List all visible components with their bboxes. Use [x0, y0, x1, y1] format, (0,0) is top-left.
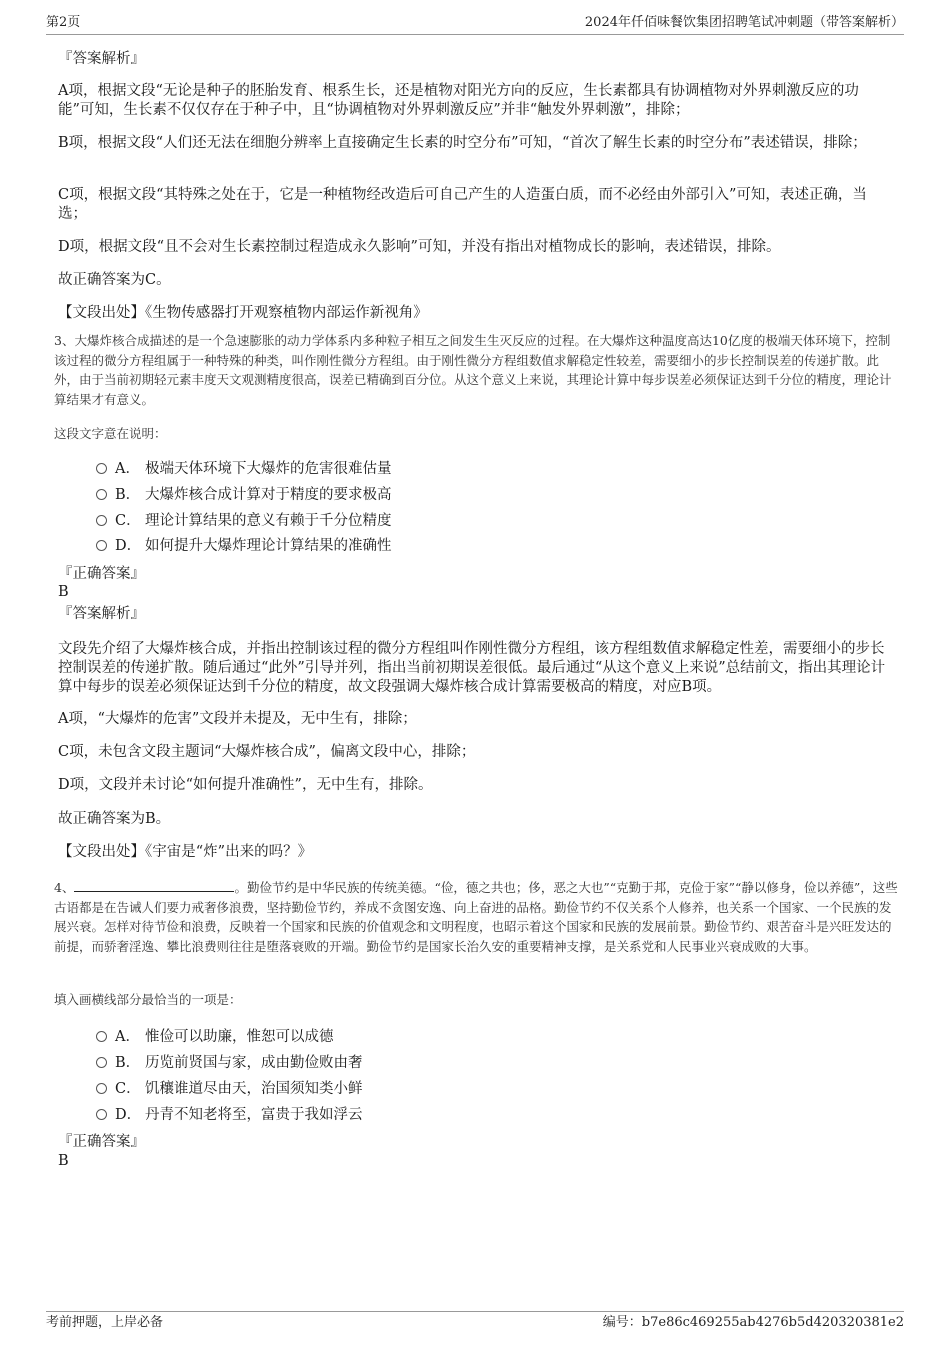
q3-answer-label: 『正确答案』	[58, 566, 145, 582]
q3-prompt: 这段文字意在说明：	[54, 426, 167, 441]
q4-option-a[interactable]: A． 惟俭可以助廉，惟恕可以成德	[96, 1027, 334, 1047]
q2-analysis-label: 『答案解析』	[58, 51, 145, 67]
fill-in-blank[interactable]	[74, 879, 234, 892]
q3-analysis-option-a: A项，“大爆炸的危害”文段并未提及，无中生有，排除；	[58, 711, 417, 727]
q3-source: 【文段出处】《宇宙是“炸”出来的吗？》	[58, 844, 313, 860]
q2-conclusion: 故正确答案为C。	[58, 272, 171, 288]
radio-icon[interactable]	[96, 1057, 107, 1068]
radio-icon[interactable]	[96, 1083, 107, 1094]
q3-analysis: 文段先介绍了大爆炸核合成，并指出控制该过程的微分方程组叫作刚性微分方程组，该方程组数值求解稳定性差，需要细小的步长控制误差的传递扩散。随后通过“此外”引导并列，指出当前初期误差很低。最后通过“从这个意义上来说”总结前文，指出其理论计算中每步的误差必须保证达到千分位的精度，故文段强调大爆炸核合成计算需要极高的精度，对应B项。	[58, 641, 886, 695]
q4-option-c[interactable]: C． 饥穰谁道尽由天，治国须知类小鲜	[96, 1079, 363, 1099]
q3-option-c[interactable]: C． 理论计算结果的意义有赖于千分位精度	[96, 511, 392, 531]
q3-option-d[interactable]: D． 如何提升大爆炸理论计算结果的准确性	[96, 536, 392, 556]
q4-option-d[interactable]: D． 丹青不知老将至，富贵于我如浮云	[96, 1105, 363, 1125]
document-code: 编号：b7e86c469255ab4276b5d420320381e2	[602, 1315, 904, 1330]
page-number: 第2页	[46, 15, 81, 30]
radio-icon[interactable]	[96, 1031, 107, 1042]
q3-conclusion: 故正确答案为B。	[58, 811, 171, 827]
page-header	[46, 14, 904, 32]
q3-analysis-option-c: C项，未包含文段主题词“大爆炸核合成”，偏离文段中心，排除；	[58, 744, 476, 760]
q2-analysis-option-a: A项，根据文段“无论是种子的胚胎发育、根系生长，还是植物对阳光方向的反应，生长素都具有协调植物对外界刺激反应的功能”可知，生长素不仅仅存在于种子中，且“协调植物对外界刺激反应”并非“触发外界刺激”，排除；	[58, 83, 859, 118]
radio-icon[interactable]	[96, 1109, 107, 1120]
q3-question-text: 3、大爆炸核合成描述的是一个急速膨胀的动力学体系内多种粒子相互之间发生生灭反应的过程。在大爆炸这种温度高达10亿度的极端天体环境下，控制该过程的微分方程组属于一种特殊的种类，叫作刚性微分方程组。由于刚性微分方程组数值求解稳定性较差，需要细小的步长控制误差的传递扩散。此外，由于当前初期轻元素丰度天文观测精度很高，误差已精确到百分位。从这个意义上来说，其理论计算中每步误差必须保证达到千分位的精度，理论计算结果才有意义。	[54, 333, 892, 407]
q3-analysis-label: 『答案解析』	[58, 606, 145, 622]
q4-question-text: 4、 。勤俭节约是中华民族的传统美德。“俭，德之共也；侈，恶之大也”“克勤于邦，克俭于家”“静以修身，俭以养德”，这些古语都是在告诫人们要力戒奢侈浪费，坚持勤俭节约，养成不贪图安逸、向上奋进的品格。勤俭节约不仅关系个人修养，也关系一个国家、一个民族的发展兴衰。怎样对待节俭和浪费，反映着一个国家和民族的价值观念和文明程度，也昭示着这个国家和民族的发展前景。勤俭节约、艰苦奋斗是兴旺发达的前提，而骄奢淫逸、攀比浪费则往往是堕落衰败的开端。勤俭节约是国家长治久安的重要精神支撑，是关系党和人民事业兴衰成败的大事。	[54, 880, 898, 954]
q2-analysis-option-b: B项，根据文段“人们还无法在细胞分辨率上直接确定生长素的时空分布”可知，“首次了解生长素的时空分布”表述错误，排除；	[58, 135, 867, 151]
q3-answer: B	[58, 584, 69, 600]
q2-analysis-option-d: D项，根据文段“且不会对生长素控制过程造成永久影响”可知，并没有指出对植物成长的影响，表述错误，排除。	[58, 239, 781, 255]
radio-icon[interactable]	[96, 463, 107, 474]
footer-divider	[46, 1311, 904, 1312]
page-footer	[46, 1314, 904, 1332]
q3-analysis-option-d: D项，文段并未讨论“如何提升准确性”，无中生有，排除。	[58, 777, 433, 793]
header-divider	[46, 34, 904, 35]
q3-option-b[interactable]: B． 大爆炸核合成计算对于精度的要求极高	[96, 485, 392, 505]
q4-answer-label: 『正确答案』	[58, 1134, 145, 1150]
q4-prompt: 填入画横线部分最恰当的一项是：	[54, 992, 242, 1007]
q4-option-b[interactable]: B． 历览前贤国与家，成由勤俭败由奢	[96, 1053, 363, 1073]
q2-source: 【文段出处】《生物传感器打开观察植物内部运作新视角》	[58, 305, 428, 321]
radio-icon[interactable]	[96, 489, 107, 500]
radio-icon[interactable]	[96, 515, 107, 526]
q4-answer: B	[58, 1153, 69, 1169]
radio-icon[interactable]	[96, 540, 107, 551]
q3-option-a[interactable]: A． 极端天体环境下大爆炸的危害很难估量	[96, 459, 392, 479]
q2-analysis-option-c: C项，根据文段“其特殊之处在于，它是一种植物经改造后可自己产生的人造蛋白质，而不必经由外部引入”可知，表述正确，当选；	[58, 187, 867, 222]
footer-slogan: 考前押题，上岸必备	[46, 1315, 164, 1330]
document-title: 2024年仟佰味餐饮集团招聘笔试冲刺题（带答案解析）	[584, 15, 904, 30]
